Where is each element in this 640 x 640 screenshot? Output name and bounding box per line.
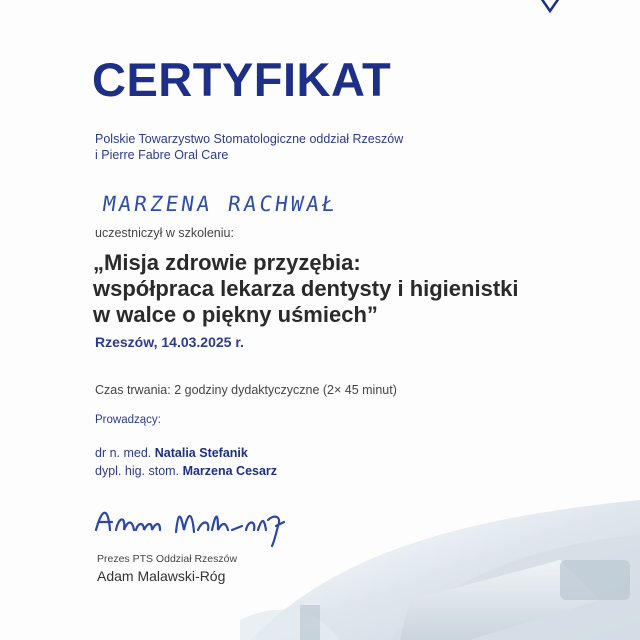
host-entry [95, 446, 248, 460]
organizer-line-2: i Pierre Fabre Oral Care [95, 148, 229, 162]
course-title [93, 250, 519, 328]
place-date: Rzeszów, 14.03.2025 r. [95, 334, 244, 350]
course-title-line: w walce o piękny uśmiech” [93, 302, 378, 327]
chevron-logo-icon [538, 0, 562, 18]
host-entry [95, 464, 277, 478]
certificate-title: CERTYFIKAT [92, 53, 392, 106]
host-prefix: dypl. hig. stom. [95, 464, 180, 478]
president-signature [92, 500, 292, 550]
host-name: Natalia Stefanik [154, 446, 248, 460]
participated-label: uczestniczył w szkoleniu: [95, 226, 234, 240]
president-name: Adam Malawski-Róg [97, 568, 226, 584]
hosts-label: Prowadzący: [95, 414, 161, 426]
president-title: Prezes PTS Oddział Rzeszów [97, 553, 238, 565]
course-title-line: „Misja zdrowie przyzębia: [93, 250, 361, 275]
duration-text: Czas trwania: 2 godziny dydaktyczyczne (2× 45 minut) [95, 383, 397, 397]
organizer-line-1: Polskie Towarzystwo Stomatologiczne oddział Rzeszów [95, 132, 404, 146]
course-title-line: współpraca lekarza dentysty i higienistki [93, 276, 519, 301]
participant-name: MARZENA RACHWAŁ [101, 192, 340, 216]
host-prefix: dr n. med. [95, 446, 152, 460]
host-name: Marzena Cesarz [182, 464, 278, 478]
